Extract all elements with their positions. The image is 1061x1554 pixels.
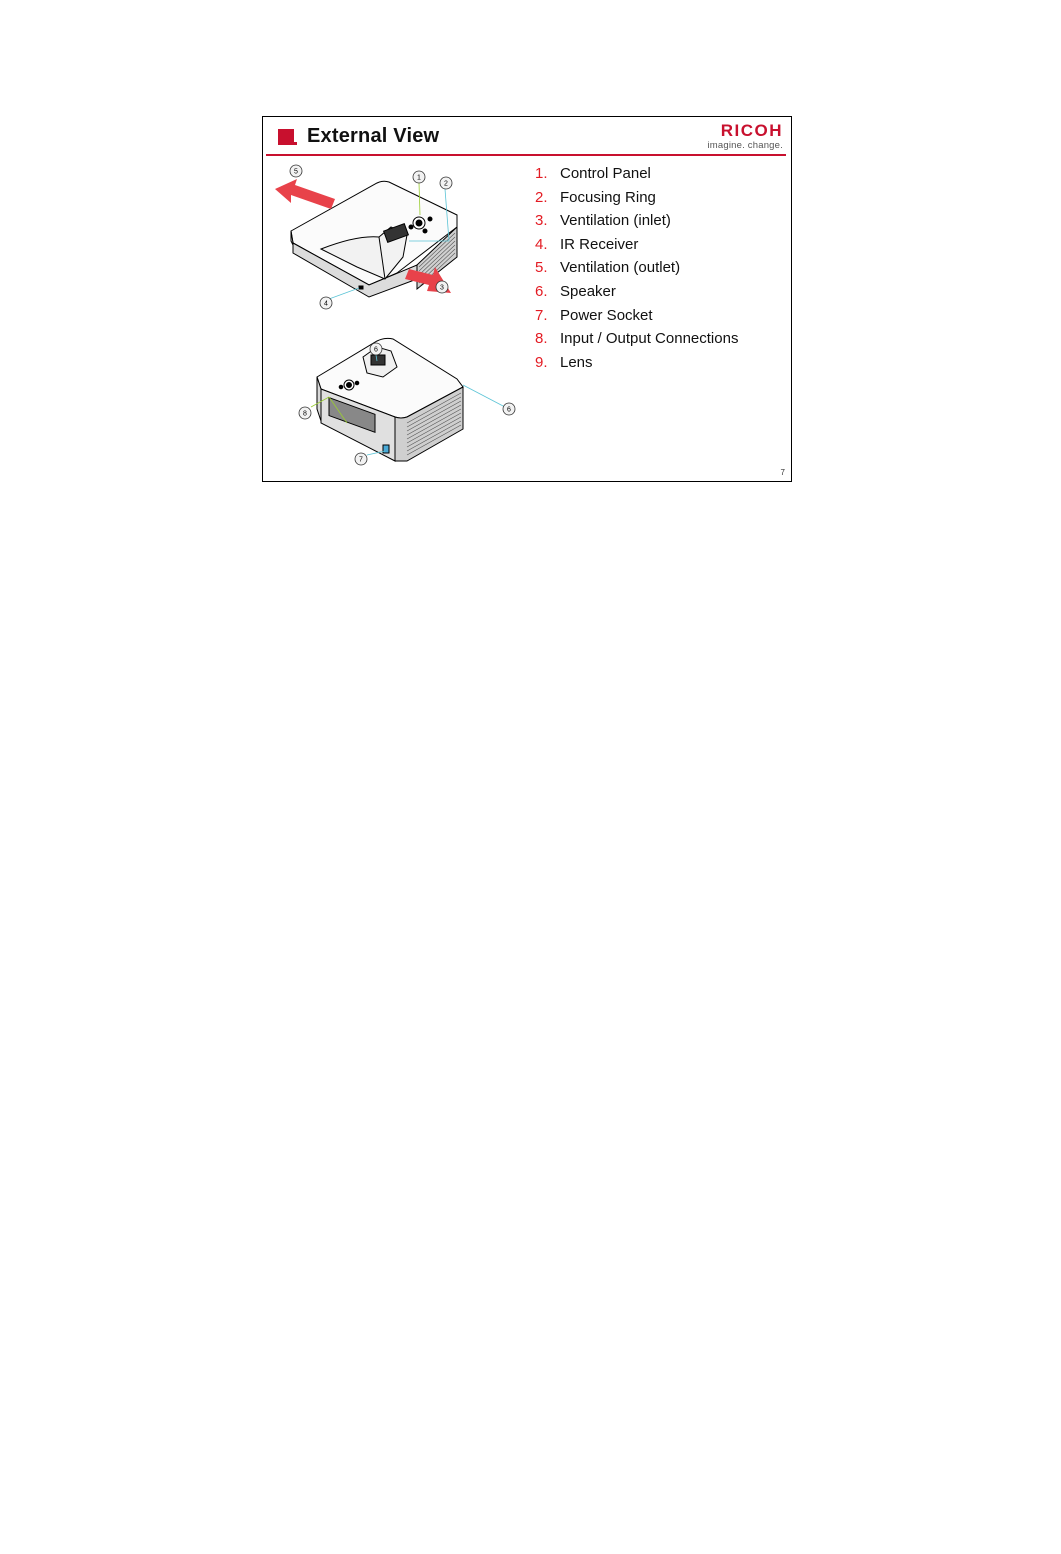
callout-2: 2 (444, 180, 448, 188)
callout-6-right: 6 (507, 406, 511, 414)
title-divider (266, 154, 786, 156)
page-number: 7 (780, 468, 785, 477)
callout-6-top: 6 (374, 346, 378, 354)
ricoh-logo (707, 122, 783, 151)
callout-3: 3 (440, 284, 444, 292)
list-item: 1. Control Panel (535, 165, 651, 182)
list-item: 8. Input / Output Connections (535, 330, 739, 348)
projector-bottom-view (317, 338, 463, 461)
callout-4: 4 (324, 300, 328, 308)
slide-title: External View (307, 125, 440, 147)
title-bullet-icon (278, 129, 294, 145)
list-item: 5. Ventilation (outlet) (535, 259, 681, 277)
projector-illustration (267, 161, 527, 473)
list-item: 6. Speaker (535, 282, 616, 300)
callout-5: 5 (294, 168, 298, 176)
list-item: 7. Power Socket (535, 306, 653, 324)
callout-7: 7 (359, 456, 363, 464)
slide (262, 116, 792, 482)
component-list (535, 165, 738, 377)
list-item: 2. Focusing Ring (535, 188, 656, 206)
title-bullet-tick (294, 142, 297, 145)
list-item: 9. Lens (535, 353, 593, 371)
logo-brand: RICOH (720, 121, 783, 140)
callout-8: 8 (303, 410, 307, 418)
callout-1: 1 (417, 174, 421, 182)
list-item: 4. IR Receiver (535, 235, 639, 253)
logo-tagline: imagine. change. (707, 140, 783, 151)
list-item: 3. Ventilation (inlet) (535, 212, 671, 230)
outlet-arrow (275, 179, 335, 209)
